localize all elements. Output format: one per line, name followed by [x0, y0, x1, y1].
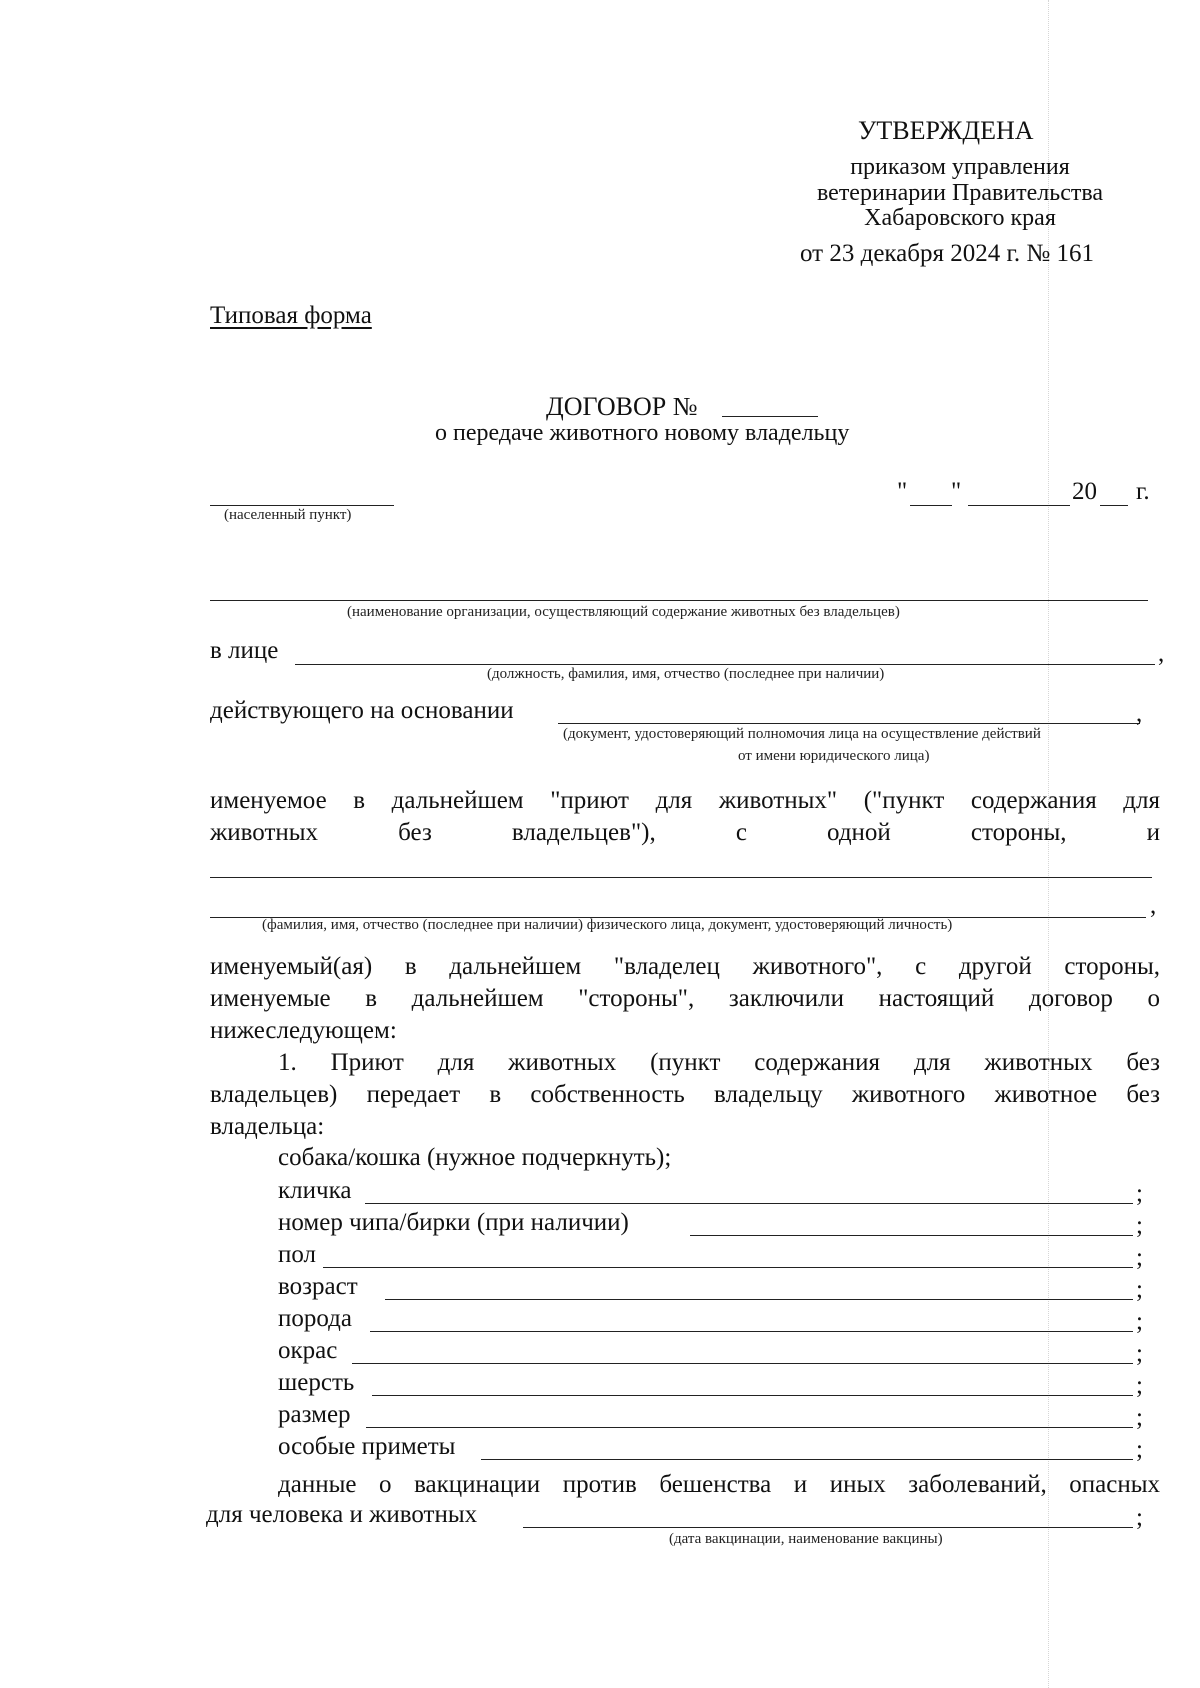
- species-line: собака/кошка (нужное подчеркнуть);: [278, 1144, 672, 1171]
- contract-number-line[interactable]: [722, 416, 818, 417]
- vaccination-end: ;: [1136, 1504, 1143, 1531]
- date-quote-open: ": [897, 478, 908, 505]
- clause-1-paragraph: 1. Приют для животных (пункт содержания для животных без владельцев) передает в собственность владельцу животного животное без владельца:: [210, 1049, 1160, 1140]
- field-label-marks: особые приметы: [278, 1433, 456, 1460]
- field-line-marks[interactable]: [481, 1459, 1133, 1460]
- field-line-breed[interactable]: [370, 1331, 1133, 1332]
- field-line-age[interactable]: [385, 1299, 1133, 1300]
- vaccination-caption: (дата вакцинации, наименование вакцины): [669, 1531, 943, 1547]
- contract-title: ДОГОВОР №: [546, 392, 698, 421]
- basis-line[interactable]: [558, 723, 1140, 724]
- field-end-chip: ;: [1136, 1212, 1143, 1239]
- organization-line[interactable]: [210, 600, 1148, 601]
- date-year-suffix: г.: [1136, 478, 1150, 505]
- field-line-color[interactable]: [352, 1363, 1133, 1364]
- field-label-age: возраст: [278, 1273, 358, 1300]
- field-label-chip: номер чипа/бирки (при наличии): [278, 1209, 629, 1236]
- owner-named-paragraph: именуемый(ая) в дальнейшем "владелец животного", с другой стороны, именуемые в дальнейшем "стороны", заключили настоящий договор о нижеследующем:: [210, 953, 1160, 1044]
- field-label-coat: шерсть: [278, 1369, 355, 1396]
- field-line-coat[interactable]: [372, 1395, 1133, 1396]
- field-end-breed: ;: [1136, 1308, 1143, 1335]
- in-person-comma: ,: [1158, 640, 1165, 667]
- field-end-sex: ;: [1136, 1244, 1143, 1271]
- date-day-line[interactable]: [910, 505, 952, 506]
- contract-subtitle: о передаче животного новому владельцу: [435, 420, 850, 446]
- in-person-line[interactable]: [295, 664, 1155, 665]
- field-label-color: окрас: [278, 1337, 338, 1364]
- settlement-caption: (населенный пункт): [224, 507, 352, 523]
- date-year-prefix: 20: [1072, 478, 1097, 505]
- settlement-line[interactable]: [210, 505, 394, 506]
- in-person-caption: (должность, фамилия, имя, отчество (последнее при наличии): [487, 666, 885, 682]
- vaccination-paragraph: данные о вакцинации против бешенства и иных заболеваний, опасных: [278, 1471, 1160, 1498]
- vaccination-line[interactable]: [523, 1527, 1133, 1528]
- shelter-named-paragraph: именуемое в дальнейшем "приют для животных" ("пункт содержания для животных без владельцев"), с одной стороны, и: [210, 787, 1160, 846]
- field-end-coat: ;: [1136, 1372, 1143, 1399]
- organization-caption: (наименование организации, осуществляющий содержание животных без владельцев): [347, 604, 900, 620]
- field-label-size: размер: [278, 1401, 351, 1428]
- date-month-line[interactable]: [968, 505, 1070, 506]
- field-label-name: кличка: [278, 1177, 352, 1204]
- date-quote-close: ": [951, 478, 962, 505]
- basis-comma: ,: [1136, 700, 1143, 727]
- in-person-label: в лице: [210, 637, 279, 664]
- field-line-name[interactable]: [365, 1203, 1133, 1204]
- field-end-marks: ;: [1136, 1436, 1143, 1463]
- basis-label: действующего на основании: [210, 697, 514, 724]
- field-label-breed: порода: [278, 1305, 352, 1332]
- field-end-name: ;: [1136, 1180, 1143, 1207]
- field-line-chip[interactable]: [690, 1235, 1133, 1236]
- field-line-sex[interactable]: [323, 1267, 1133, 1268]
- field-end-size: ;: [1136, 1404, 1143, 1431]
- vaccination-line-2: для человека и животных: [206, 1501, 478, 1528]
- date-year-line[interactable]: [1100, 505, 1128, 506]
- approval-order-date: от 23 декабря 2024 г. № 161: [800, 240, 1095, 267]
- basis-caption-2: от имени юридического лица): [738, 748, 930, 764]
- basis-caption-1: (документ, удостоверяющий полномочия лица на осуществление действий: [563, 726, 1041, 742]
- owner-line-1[interactable]: [210, 877, 1152, 878]
- field-end-color: ;: [1136, 1340, 1143, 1367]
- owner-comma: ,: [1150, 892, 1157, 919]
- field-label-sex: пол: [278, 1241, 317, 1268]
- owner-caption: (фамилия, имя, отчество (последнее при наличии) физического лица, документ, удостоверяющий личность): [262, 917, 953, 933]
- field-end-age: ;: [1136, 1276, 1143, 1303]
- approval-title: УТВЕРЖДЕНА: [858, 116, 1034, 145]
- form-type-label: Типовая форма: [210, 302, 372, 329]
- field-line-size[interactable]: [366, 1427, 1133, 1428]
